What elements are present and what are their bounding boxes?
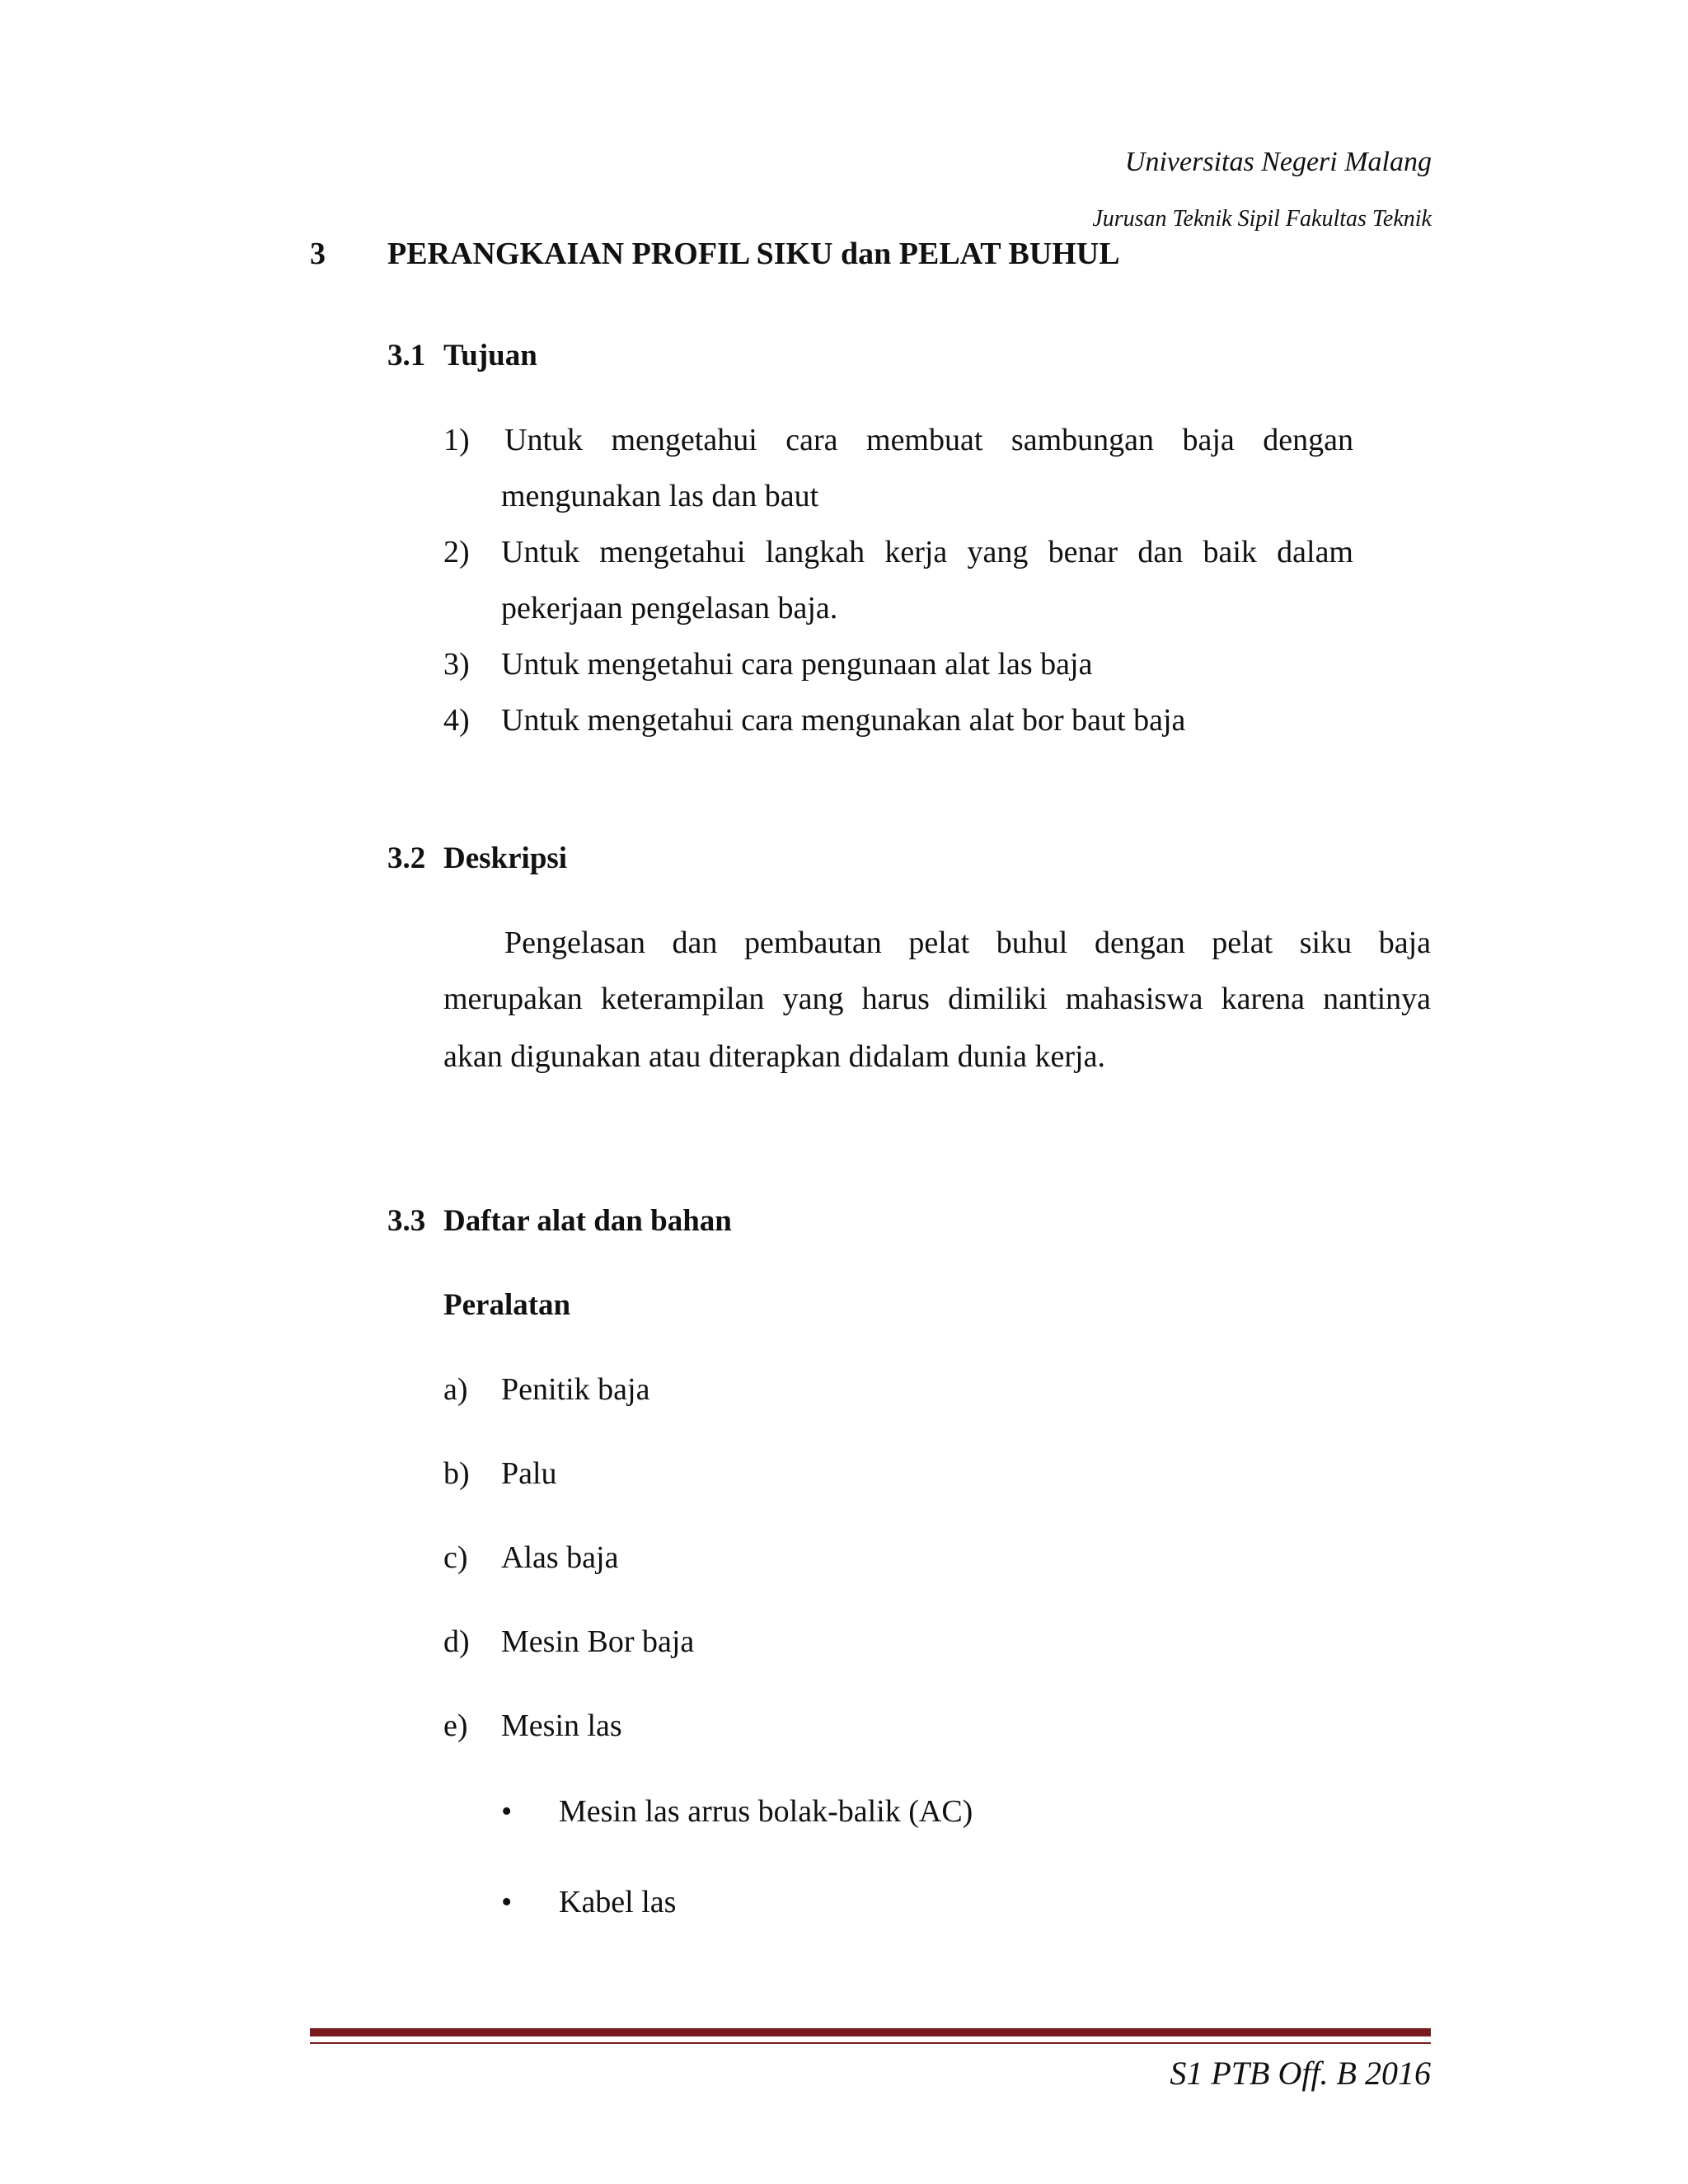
tujuan-item-4-text: Untuk mengetahui cara mengunakan alat bor baut baja [501,703,1186,738]
alat-item-a-marker: a) [443,1372,468,1407]
alat-item-c-text: Alas baja [501,1540,619,1575]
tujuan-item-2-marker: 2) [443,535,470,569]
tujuan-item-2-line1: Untuk mengetahui langkah kerja yang benar dan baik dalam [501,535,1353,569]
tujuan-item-1-line2: mengunakan las dan baut [501,479,819,513]
chapter-title: PERANGKAIAN PROFIL SIKU dan PELAT BUHUL [387,237,1120,271]
peralatan-heading: Peralatan [443,1288,571,1322]
section-2-title: Deskripsi [443,841,568,875]
alat-item-b-text: Palu [501,1456,557,1491]
tujuan-item-1-line1: Untuk mengetahui cara membuat sambungan baja dengan [504,423,1353,457]
footer-rule-thick [310,2028,1431,2036]
alat-item-e-text: Mesin las [501,1708,622,1743]
tujuan-item-3-marker: 3) [443,647,470,682]
deskripsi-line-3: akan digunakan atau diterapkan didalam dunia kerja. [443,1039,1105,1074]
alat-item-e-marker: e) [443,1708,468,1743]
tujuan-item-4-marker: 4) [443,703,470,738]
section-2-number: 3.2 [387,841,426,875]
header-university: Universitas Negeri Malang [1124,147,1432,177]
alat-item-b-marker: b) [443,1456,470,1491]
section-1-number: 3.1 [387,339,426,373]
alat-item-c-marker: c) [443,1540,468,1575]
footer-text: S1 PTB Off. B 2016 [1170,2055,1431,2092]
section-1-title: Tujuan [443,339,537,373]
mesin-las-sub-item-2: Kabel las [559,1885,677,1919]
bullet-icon: • [501,1885,513,1919]
alat-item-a-text: Penitik baja [501,1372,650,1407]
section-3-title: Daftar alat dan bahan [443,1204,732,1238]
deskripsi-line-1: Pengelasan dan pembautan pelat buhul dengan pelat siku baja [504,926,1431,960]
tujuan-item-2-line2: pekerjaan pengelasan baja. [501,591,838,626]
footer-rule-thin [310,2042,1431,2044]
chapter-number: 3 [310,237,326,271]
header-department: Jurusan Teknik Sipil Fakultas Teknik [1092,206,1432,232]
alat-item-d-marker: d) [443,1624,470,1659]
mesin-las-sub-item-1: Mesin las arrus bolak-balik (AC) [559,1794,973,1829]
deskripsi-line-2: merupakan keterampilan yang harus dimiliki mahasiswa karena nantinya [443,982,1431,1016]
tujuan-item-3-text: Untuk mengetahui cara pengunaan alat las baja [501,647,1093,682]
section-3-number: 3.3 [387,1204,426,1238]
alat-item-d-text: Mesin Bor baja [501,1624,695,1659]
tujuan-item-1-marker: 1) [443,423,470,457]
bullet-icon: • [501,1794,513,1829]
